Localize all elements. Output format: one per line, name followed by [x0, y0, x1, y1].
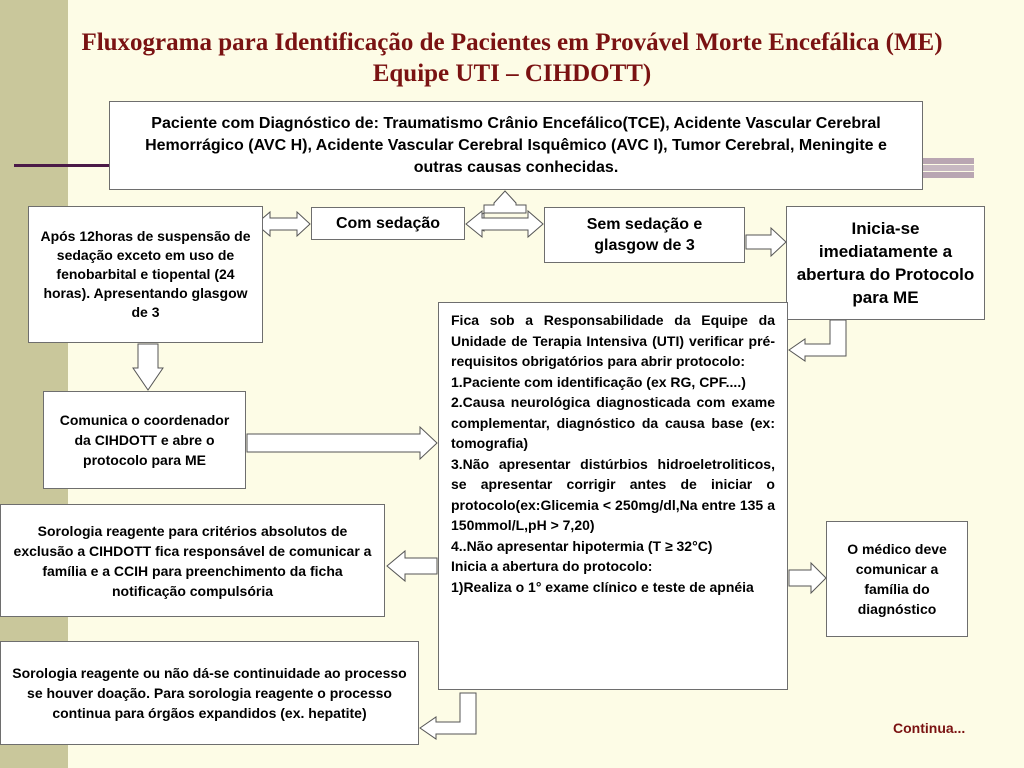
arrow-12h-to-notify — [133, 344, 163, 390]
arrow-to-start-protocol — [746, 228, 786, 256]
diagnosis-box — [109, 101, 923, 190]
start-protocol-text: Inicia-se imediatamente a abertura do Protocolo para ME — [796, 219, 975, 307]
requirement-item-1: 1.Paciente com identificação (ex RG, CPF....) — [451, 373, 746, 390]
requirement-item-3: 3.Não apresentar distúrbios hidroeletroliticos, se apresentar corrigir antes de iniciar o protocolo(ex:Glicemia < 250mg/dl,Na entre 135 a 150mmol/L,pH > 7,20) — [451, 455, 775, 533]
continue-label: Continua... — [893, 720, 966, 736]
arrow-main-to-serology — [387, 551, 437, 581]
without-sedation-box — [544, 207, 745, 263]
title-line-1: Fluxograma para Identificação de Pacientes em Provável Morte Encefálica (ME) — [81, 29, 943, 56]
protocol-step-1: 1)Realiza o 1° exame clínico e teste de apnéia — [451, 578, 754, 595]
protocol-start-label: Inicia a abertura do protocolo: — [451, 558, 653, 574]
after-12h-text: Após 12horas de suspensão de sedação exceto em uso de fenobarbital e tiopental (24 horas). Apresentando glasgow de 3 — [40, 228, 251, 320]
arrow-start-to-main — [789, 320, 846, 361]
serology-continue-box — [0, 641, 419, 745]
arrow-main-to-doctor — [789, 563, 826, 593]
after-12h-box — [28, 206, 263, 343]
notify-coordinator-text: Comunica o coordenador da CIHDOTT e abre o protocolo para ME — [59, 412, 230, 468]
arrow-updown-top — [484, 191, 526, 213]
serology-exclusion-box — [0, 504, 385, 617]
with-sedation-box — [311, 207, 465, 240]
arrow-double-left — [256, 212, 310, 236]
doctor-inform-box — [826, 521, 968, 637]
title-line-2: Equipe UTI – CIHDOTT) — [372, 60, 652, 87]
arrow-main-to-continue — [420, 693, 476, 739]
requirements-box — [438, 302, 788, 690]
without-sedation-text: Sem sedação e glasgow de 3 — [586, 216, 703, 254]
requirement-item-4: 4..Não apresentar hipotermia (T ≥ 32°C) — [451, 537, 713, 554]
notify-coordinator-box — [43, 391, 246, 489]
requirement-item-2: 2.Causa neurológica diagnosticada com exame complementar, diagnóstico da causa base (ex: tomografia) — [451, 394, 775, 451]
doctor-inform-text: O médico deve comunicar a família do diagnóstico — [847, 541, 947, 617]
serology-exclusion-text: Sorologia reagente para critérios absolutos de exclusão a CIHDOTT fica responsável de comunicar a família e a CCIH para preenchimento da ficha notificação compulsória — [13, 522, 372, 599]
arrow-notify-to-main — [247, 427, 437, 459]
requirements-intro: Fica sob a Responsabilidade da Equipe da Unidade de Terapia Intensiva (UTI) verificar pré-requisitos obrigatórios para abrir protocolo: — [451, 312, 775, 369]
start-protocol-box — [786, 206, 985, 320]
diagnosis-text: Paciente com Diagnóstico de: Traumatismo Crânio Encefálico(TCE), Acidente Vascular Cerebral Hemorrágico (AVC H), Acidente Vascular Cerebral Isquêmico (AVC I), Tumor Cerebral, Meningite e outras causas conhecidas. — [145, 114, 887, 176]
serology-continue-text: Sorologia reagente ou não dá-se continuidade ao processo se houver doação. Para sorologia reagente o processo continua para órgãos expandidos (ex. hepatite) — [12, 665, 407, 721]
arrow-double-horizontal — [466, 211, 543, 237]
with-sedation-text: Com sedação — [335, 214, 441, 232]
